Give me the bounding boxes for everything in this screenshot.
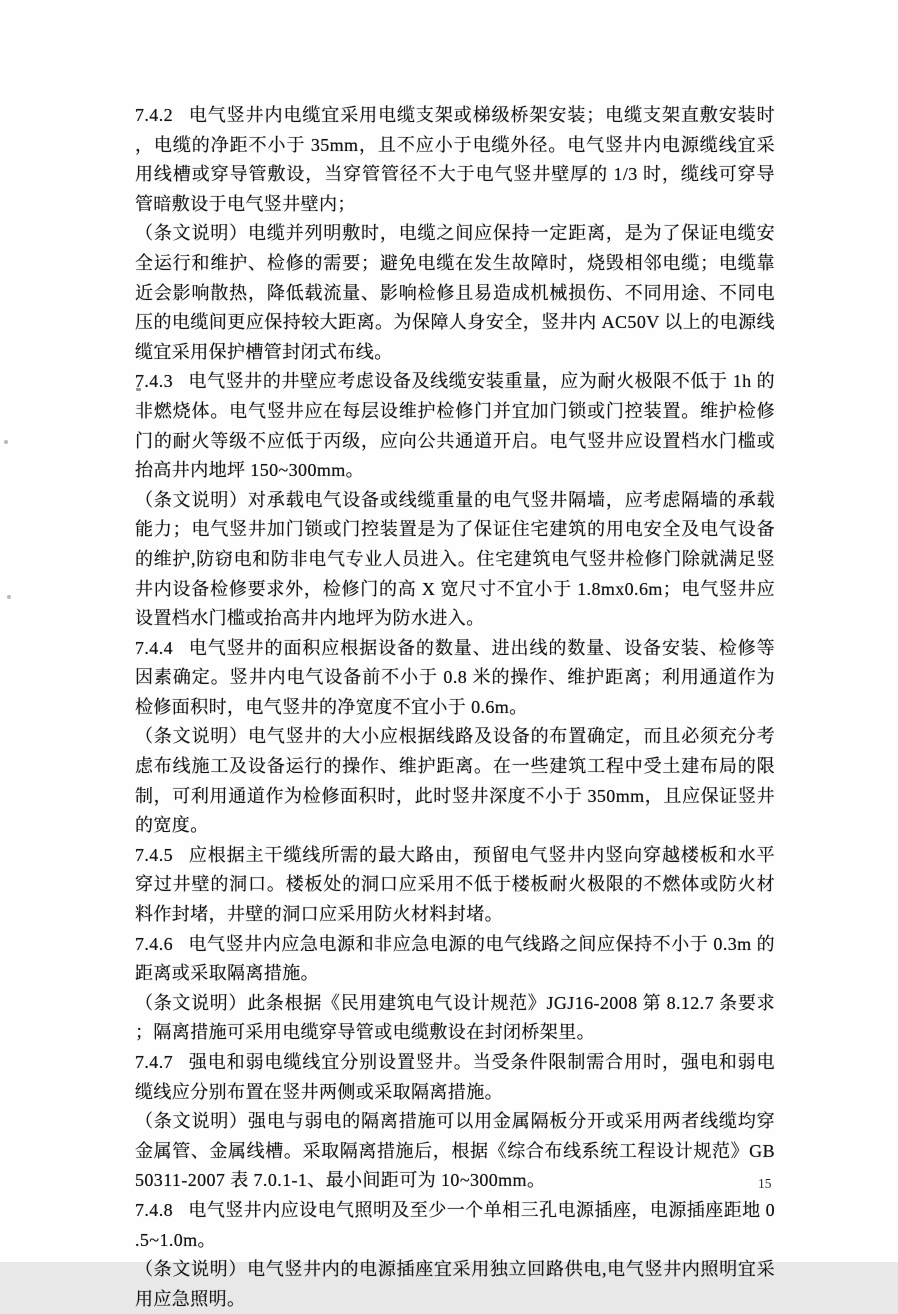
clause-text: 电气竖井的面积应根据设备的数量、进出线的数量、设备安装、检修等因素确定。竖井内电气设备前不小于 0.8 米的操作、维护距离；利用通道作为检修面积时，电气竖井的净宽度不宜小于 0.6m。: [135, 637, 775, 717]
clause-text: 电气竖井的井壁应考虑设备及线缆安装重量，应为耐火极限不低于 1h 的非燃烧体。电气竖井应在每层设维护检修门并宜加门锁或门控装置。维护检修门的耐火等级不应低于丙级，应向公共通道开启。电气竖井应设置档水门槛或抬高井内地坪 150~300mm。: [135, 371, 775, 481]
commentary-7-4-8: [135, 1255, 775, 1314]
clause-text: 应根据主干缆线所需的最大路由，预留电气竖井内竖向穿越楼板和水平穿过井壁的洞口。楼板处的洞口应采用不低于楼板耐火极限的不燃体或防火材料作封堵，井壁的洞口应采用防火材料封堵。: [135, 844, 775, 925]
commentary-7-4-6: [135, 989, 775, 1048]
clause-number: 7.4.2: [135, 105, 173, 125]
clause-text: 电气竖井内应设电气照明及至少一个单相三孔电源插座，电源插座距地 0.5~1.0m。: [135, 1199, 775, 1250]
scan-artifact-speck: [4, 440, 8, 444]
commentary-label: （条文说明）: [135, 726, 249, 747]
page-number: 15: [758, 1176, 772, 1191]
scan-artifact-speck: [7, 595, 11, 599]
clause-7-4-4: [135, 634, 775, 723]
commentary-text: 对承载电气设备或线缆重量的电气竖井隔墙，应考虑隔墙的承载能力；电气竖井加门锁或门控装置是为了保证住宅建筑的用电安全及电气设备的维护,防窃电和防非电气专业人员进入。住宅建筑电气竖井检修门除就满足竖井内设备检修要求外，检修门的高 X 宽尺寸不宜小于 1.8mx0.6m；电气竖井应设置档水门槛或抬高井内地坪为防水进入。: [135, 489, 776, 629]
commentary-7-4-7: [135, 1107, 775, 1196]
clause-7-4-6: [135, 930, 775, 989]
clause-7-4-5: [135, 841, 775, 930]
document-text-block: [135, 101, 775, 1314]
commentary-7-4-3: [135, 486, 775, 634]
clause-number: 7.4.8: [135, 1199, 173, 1220]
clause-7-4-3: [135, 367, 775, 485]
commentary-text: 此条根据《民用建筑电气设计规范》JGJ16-2008 第 8.12.7 条要求；隔离措施可采用电缆穿导管或电缆敷设在封闭桥架里。: [135, 992, 775, 1043]
clause-number: 7.4.3: [135, 371, 173, 392]
clause-number: 7.4.4: [135, 637, 173, 658]
commentary-label: （条文说明）: [135, 489, 249, 510]
commentary-label: （条文说明）: [135, 992, 248, 1013]
clause-text: 强电和弱电缆线宜分别设置竖井。当受条件限制需合用时，强电和弱电缆线应分别布置在竖井两侧或采取隔离措施。: [135, 1052, 775, 1102]
clause-7-4-2: [135, 101, 775, 219]
commentary-7-4-4: [135, 722, 775, 840]
commentary-label: （条文说明）: [135, 1111, 249, 1132]
commentary-7-4-2: [135, 219, 775, 367]
commentary-label: （条文说明）: [135, 1259, 248, 1280]
commentary-label: （条文说明）: [135, 223, 249, 244]
clause-7-4-8: [135, 1196, 775, 1255]
clause-text: 电气竖井内应急电源和非应急电源的电气线路之间应保持不小于 0.3m 的距离或采取隔离措施。: [135, 933, 775, 984]
clause-number: 7.4.6: [135, 933, 173, 954]
clause-text: 电气竖井内电缆宜采用电缆支架或梯级桥架安装；电缆支架直敷安装时，电缆的净距不小于 35mm，且不应小于电缆外径。电气竖井内电源缆线宜采用线槽或穿导管敷设，当穿管管径不大于电气竖井壁厚的 1/3 时，缆线可穿导管暗敷设于电气竖井壁内；: [135, 105, 775, 214]
clause-number: 7.4.7: [135, 1052, 173, 1072]
clause-7-4-7: [135, 1048, 775, 1107]
clause-number: 7.4.5: [135, 844, 173, 865]
commentary-text: 电气竖井的大小应根据线路及设备的布置确定，而且必须充分考虑布线施工及设备运行的操作、维护距离。在一些建筑工程中受土建布局的限制，可利用通道作为检修面积时，此时竖井深度不小于 350mm，且应保证竖井的宽度。: [135, 726, 776, 836]
commentary-text: 强电与弱电的隔离措施可以用金属隔板分开或采用两者线缆均穿金属管、金属线槽。采取隔离措施后，根据《综合布线系统工程设计规范》GB50311-2007 表 7.0.1-1、最小间距可为 10~300mm。: [135, 1111, 776, 1191]
commentary-text: 电气竖井内的电源插座宜采用独立回路供电,电气竖井内照明宜采用应急照明。: [135, 1259, 775, 1309]
commentary-text: 电缆并列明敷时，电缆之间应保持一定距离，是为了保证电缆安全运行和维护、检修的需要；避免电缆在发生故障时，烧毁相邻电缆；电缆靠近会影响散热，降低载流量、影响检修且易造成机械损伤、不同用途、不同电压的电缆间更应保持较大距离。为保障人身安全，竖井内 AC50V 以上的电源线缆宜采用保护槽管封闭式布线。: [135, 223, 776, 362]
